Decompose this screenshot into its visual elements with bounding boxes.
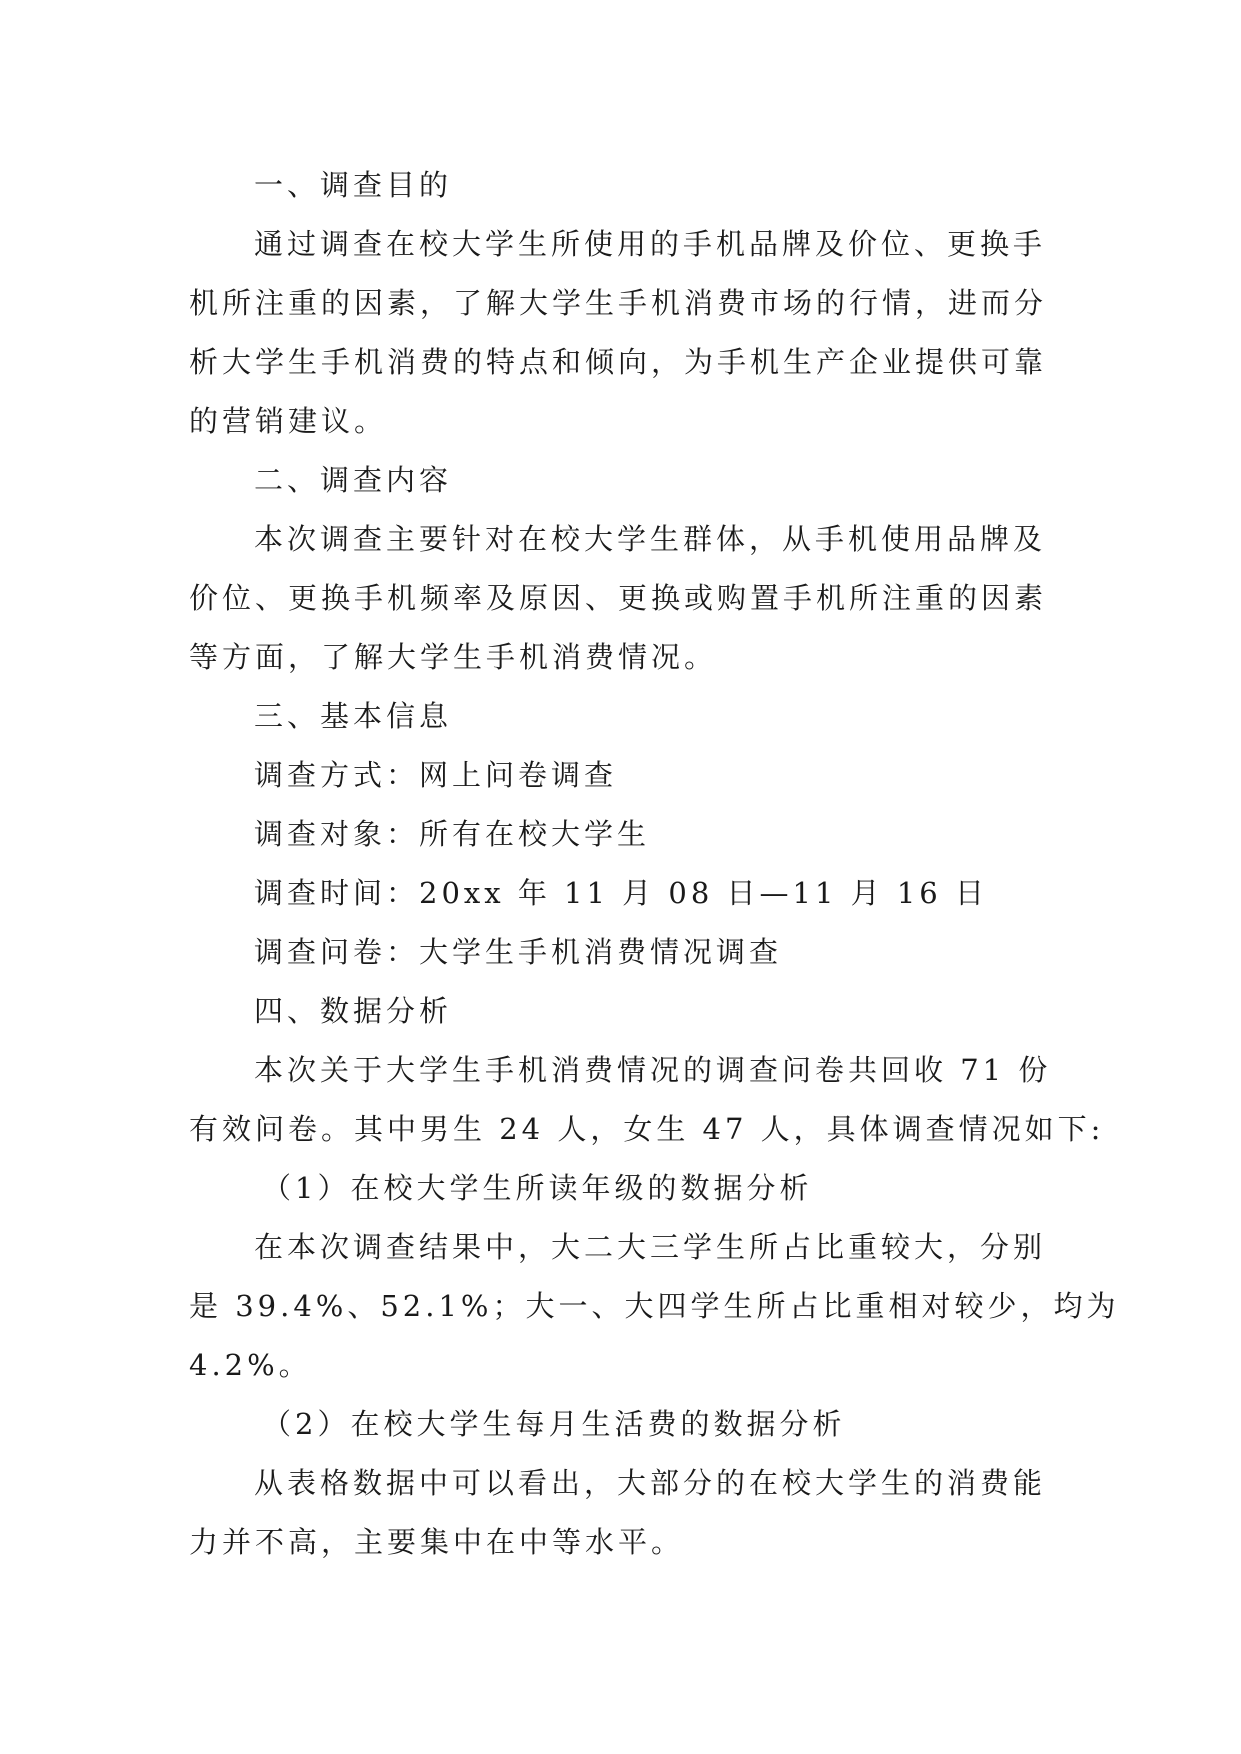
section1-line-1: 通过调查在校大学生所使用的手机品牌及价位、更换手: [254, 227, 1047, 261]
survey-target: 调查对象：所有在校大学生: [254, 817, 651, 851]
subsection1-line-1: 在本次调查结果中，大二大三学生所占比重较大，分别: [254, 1230, 1047, 1264]
subsection2-line-1: 从表格数据中可以看出，大部分的在校大学生的消费能: [254, 1466, 1047, 1500]
survey-questionnaire: 调查问卷：大学生手机消费情况调查: [254, 935, 783, 969]
subsection2-line-2: 力并不高，主要集中在中等水平。: [189, 1525, 685, 1559]
section4-intro-line-1: 本次关于大学生手机消费情况的调查问卷共回收 71 份: [254, 1053, 1052, 1087]
section1-heading: 一、调查目的: [254, 168, 453, 202]
survey-time: 调查时间：20xx 年 11 月 08 日—11 月 16 日: [254, 876, 988, 910]
subsection2-heading: （2）在校大学生每月生活费的数据分析: [262, 1407, 846, 1441]
section2-line-1: 本次调查主要针对在校大学生群体，从手机使用品牌及: [254, 522, 1047, 556]
section1-line-4: 的营销建议。: [189, 404, 388, 438]
section3-heading: 三、基本信息: [254, 699, 453, 733]
section2-heading: 二、调查内容: [254, 463, 453, 497]
subsection1-line-2: 是 39.4%、52.1%；大一、大四学生所占比重相对较少，均为: [189, 1289, 1120, 1323]
section1-line-2: 机所注重的因素，了解大学生手机消费市场的行情，进而分: [189, 286, 1048, 320]
survey-method: 调查方式：网上问卷调查: [254, 758, 618, 792]
section2-line-3: 等方面，了解大学生手机消费情况。: [189, 640, 718, 674]
section4-intro-line-2: 有效问卷。其中男生 24 人，女生 47 人，具体调查情况如下:: [189, 1112, 1105, 1146]
section4-heading: 四、数据分析: [254, 994, 453, 1028]
subsection1-heading: （1）在校大学生所读年级的数据分析: [262, 1171, 813, 1205]
subsection1-line-3: 4.2%。: [189, 1348, 312, 1382]
section2-line-2: 价位、更换手机频率及原因、更换或购置手机所注重的因素: [189, 581, 1048, 615]
section1-line-3: 析大学生手机消费的特点和倾向，为手机生产企业提供可靠: [189, 345, 1048, 379]
